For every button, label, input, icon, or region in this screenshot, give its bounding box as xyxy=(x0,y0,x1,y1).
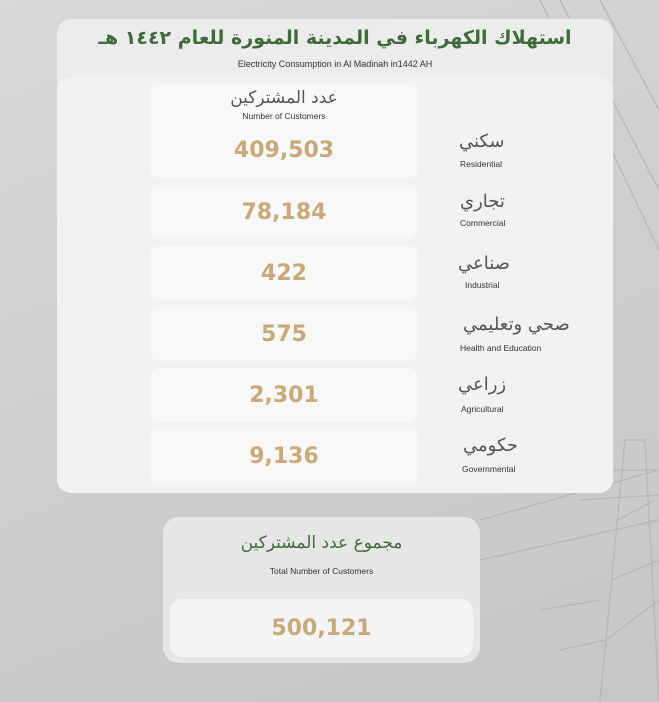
label-governmental-english: Governmental xyxy=(462,464,516,474)
label-industrial-english: Industrial xyxy=(465,280,500,290)
consumption-card xyxy=(57,19,613,493)
label-agricultural-arabic: زراعي xyxy=(458,374,507,395)
column-header-english: Number of Customers xyxy=(242,111,326,121)
value-health-education: 575 xyxy=(150,307,418,361)
label-governmental-arabic: حكومي xyxy=(463,435,519,456)
total-value: 500,121 xyxy=(170,599,473,657)
value-residential: 409,503 xyxy=(233,138,335,163)
label-commercial-arabic: تجاري xyxy=(460,191,505,212)
value-commercial: 78,184 xyxy=(150,185,418,239)
label-health-education-arabic: صحي وتعليمي xyxy=(463,314,570,335)
column-header-cell xyxy=(150,84,418,178)
label-commercial-english: Commercial xyxy=(460,218,506,228)
label-health-education-english: Health and Education xyxy=(460,343,542,353)
label-agricultural-english: Agricultural xyxy=(461,404,504,414)
label-industrial-arabic: صناعي xyxy=(458,253,510,274)
total-label-arabic: مجموع عدد المشتركين xyxy=(240,533,403,553)
value-governmental: 9,136 xyxy=(150,429,418,483)
total-label-english: Total Number of Customers xyxy=(269,566,374,576)
title-arabic: استهلاك الكهرباء في المدينة المنورة للعام ١٤٤٢ هـ xyxy=(98,27,572,49)
label-residential-arabic: سكني xyxy=(459,131,505,152)
title-english: Electricity Consumption in Al Madinah in1442 AH xyxy=(237,59,433,69)
total-customers-card xyxy=(163,517,480,663)
value-agricultural: 2,301 xyxy=(150,368,418,422)
value-industrial: 422 xyxy=(150,246,418,300)
column-header-arabic: عدد المشتركين xyxy=(230,88,338,108)
label-residential-english: Residential xyxy=(460,159,503,169)
